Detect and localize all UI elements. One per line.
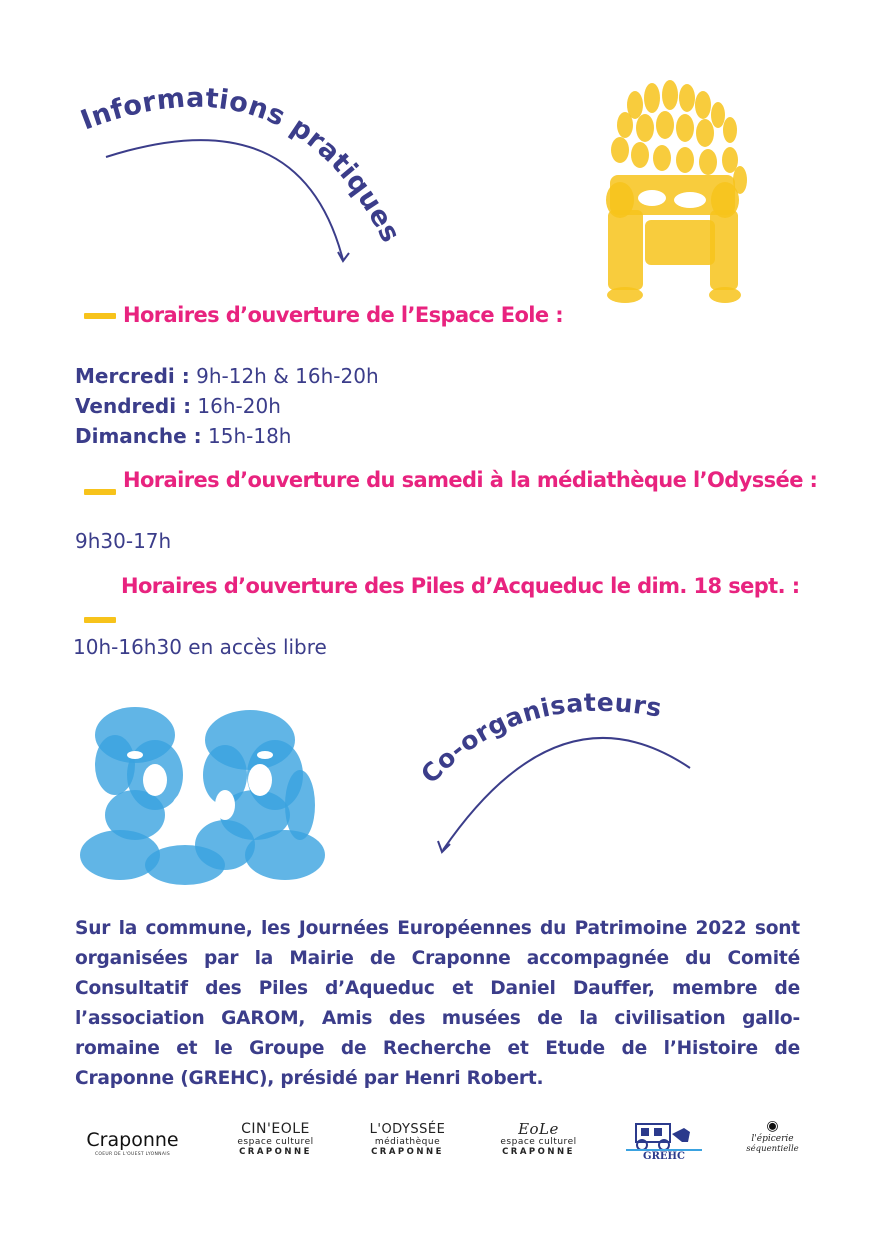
section1-dash bbox=[84, 313, 116, 319]
logo-eole-name: EoLe bbox=[518, 1120, 559, 1138]
organizers-paragraph: Sur la commune, les Journées Européennes du Patrimoine 2022 sont organisées par la Mairie de Craponne accompagnée du Comité Consultatif des Piles d’Aqueduc et Daniel Dauffer, membre de l’association GAROM, Amis des musées de la civilisation gallo-romaine et le Groupe de Recherche et Etude de l’Histoire de Craponne (GREHC), présidé par Henri Robert. bbox=[75, 918, 800, 1089]
logo-craponne-name: Craponne bbox=[86, 1129, 179, 1151]
coorg-title: Co-organisateurs bbox=[415, 687, 665, 789]
hours-row-wednesday bbox=[75, 364, 379, 388]
hours-day: Mercredi : bbox=[75, 364, 190, 388]
logo-odyssee bbox=[360, 1118, 455, 1157]
logo-epicerie-name: l'épicerie bbox=[751, 1134, 794, 1144]
logo-craponne bbox=[80, 1118, 185, 1157]
lightbulb-icon: ◉ bbox=[766, 1118, 779, 1134]
hours-row-sunday bbox=[75, 424, 291, 448]
hours-day: Dimanche : bbox=[75, 424, 202, 448]
logo-cineole-name: CIN'EOLE bbox=[241, 1121, 310, 1137]
section1-heading: Horaires d’ouverture de l’Espace Eole : bbox=[123, 303, 564, 327]
section3-dash bbox=[84, 617, 116, 623]
logo-eole bbox=[491, 1118, 586, 1157]
logo-epicerie-sub: séquentielle bbox=[746, 1144, 799, 1154]
info-title-graphic bbox=[60, 60, 420, 280]
section2-heading: Horaires d’ouverture du samedi à la médiathèque l’Odyssée : bbox=[123, 468, 818, 492]
portraits-illustration bbox=[75, 695, 335, 890]
logo-grehc bbox=[624, 1118, 704, 1162]
logo-eole-city: CRAPONNE bbox=[502, 1147, 575, 1157]
info-arrowhead bbox=[338, 252, 349, 261]
logo-cineole bbox=[228, 1118, 323, 1157]
hours-time: 16h-20h bbox=[191, 394, 281, 418]
throne-illustration bbox=[590, 70, 765, 310]
logo-eole-sub: espace culturel bbox=[500, 1137, 577, 1147]
hours-time: 9h-12h & 16h-20h bbox=[189, 364, 379, 388]
info-title: Informations pratiques bbox=[76, 82, 407, 248]
section2-text: 9h30-17h bbox=[75, 529, 172, 553]
hours-day: Vendredi : bbox=[75, 394, 192, 418]
logo-odyssee-sub: médiathèque bbox=[374, 1137, 441, 1147]
logo-odyssee-name: L'ODYSSÉE bbox=[369, 1122, 446, 1137]
logo-epicerie bbox=[745, 1118, 800, 1154]
section3-heading: Horaires d’ouverture des Piles d’Acqueduc le dim. 18 sept. : bbox=[121, 574, 800, 598]
hours-row-friday bbox=[75, 394, 281, 418]
hours-time: 15h-18h bbox=[201, 424, 292, 448]
logo-odyssee-city: CRAPONNE bbox=[371, 1147, 444, 1157]
section3-text: 10h-16h30 en accès libre bbox=[73, 635, 327, 659]
logo-grehc-name: GREHC bbox=[643, 1151, 685, 1162]
info-arrow-arc bbox=[106, 140, 343, 260]
coorg-arrow-arc bbox=[443, 738, 690, 850]
logo-cineole-sub: espace culturel bbox=[237, 1137, 314, 1147]
coorg-title-graphic bbox=[410, 675, 710, 865]
grehc-carriage-icon bbox=[624, 1120, 704, 1152]
logo-cineole-city: CRAPONNE bbox=[239, 1147, 312, 1157]
logo-craponne-tagline: COEUR DE L'OUEST LYONNAIS bbox=[94, 1152, 171, 1157]
section2-dash bbox=[84, 489, 116, 495]
